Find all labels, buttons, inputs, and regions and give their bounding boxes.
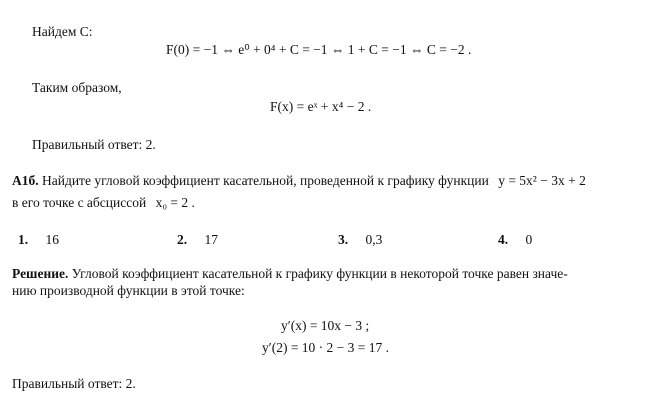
answer-2: Правильный ответ: 2. — [12, 376, 136, 391]
solution-text-1: Угловой коэффициент касательной к графику функции в некоторой точке равен значе- — [71, 266, 568, 281]
problem-statement — [12, 173, 586, 189]
option-number: 1. — [18, 232, 29, 247]
option-1 — [18, 232, 59, 248]
problem-statement-2 — [12, 195, 195, 211]
formula-derivative: y′(x) = 10x − 3 ; — [281, 318, 370, 333]
option-4 — [498, 232, 532, 248]
option-value: 16 — [45, 232, 59, 247]
problem-text-2: в его точке с абсциссой — [12, 195, 147, 210]
option-value: 0,3 — [365, 232, 383, 247]
solution-label: Решение. — [12, 266, 69, 281]
answer-1: Правильный ответ: 2. — [32, 137, 156, 152]
thus-text: Таким образом, — [32, 80, 122, 95]
formula-fx: F(x) = eˣ + x⁴ − 2 . — [270, 99, 372, 114]
option-value: 17 — [204, 232, 218, 247]
formula-f0: F(0) = −1 ⇔ e⁰ + 0⁴ + C = −1 ⇔ 1 + C = −1 ⇔ C = −2 . — [166, 42, 472, 57]
option-2 — [177, 232, 218, 248]
problem-id: А1б. — [12, 173, 39, 188]
option-value: 0 — [525, 232, 533, 247]
option-number: 3. — [338, 232, 349, 247]
problem-function: y = 5x² − 3x + 2 — [498, 173, 586, 188]
solution-line-1 — [12, 266, 568, 282]
option-number: 4. — [498, 232, 509, 247]
solution-line-2: нию производной функции в этой точке: — [12, 283, 245, 298]
problem-text: Найдите угловой коэффициент касательной, проведенной к графику функции — [42, 173, 489, 188]
formula-derivative-value: y′(2) = 10 · 2 − 3 = 17 . — [262, 340, 390, 355]
option-3 — [338, 232, 382, 248]
find-c-text: Найдем C: — [32, 24, 93, 39]
option-number: 2. — [177, 232, 188, 247]
problem-x0: x₀ = 2 . — [155, 195, 195, 210]
